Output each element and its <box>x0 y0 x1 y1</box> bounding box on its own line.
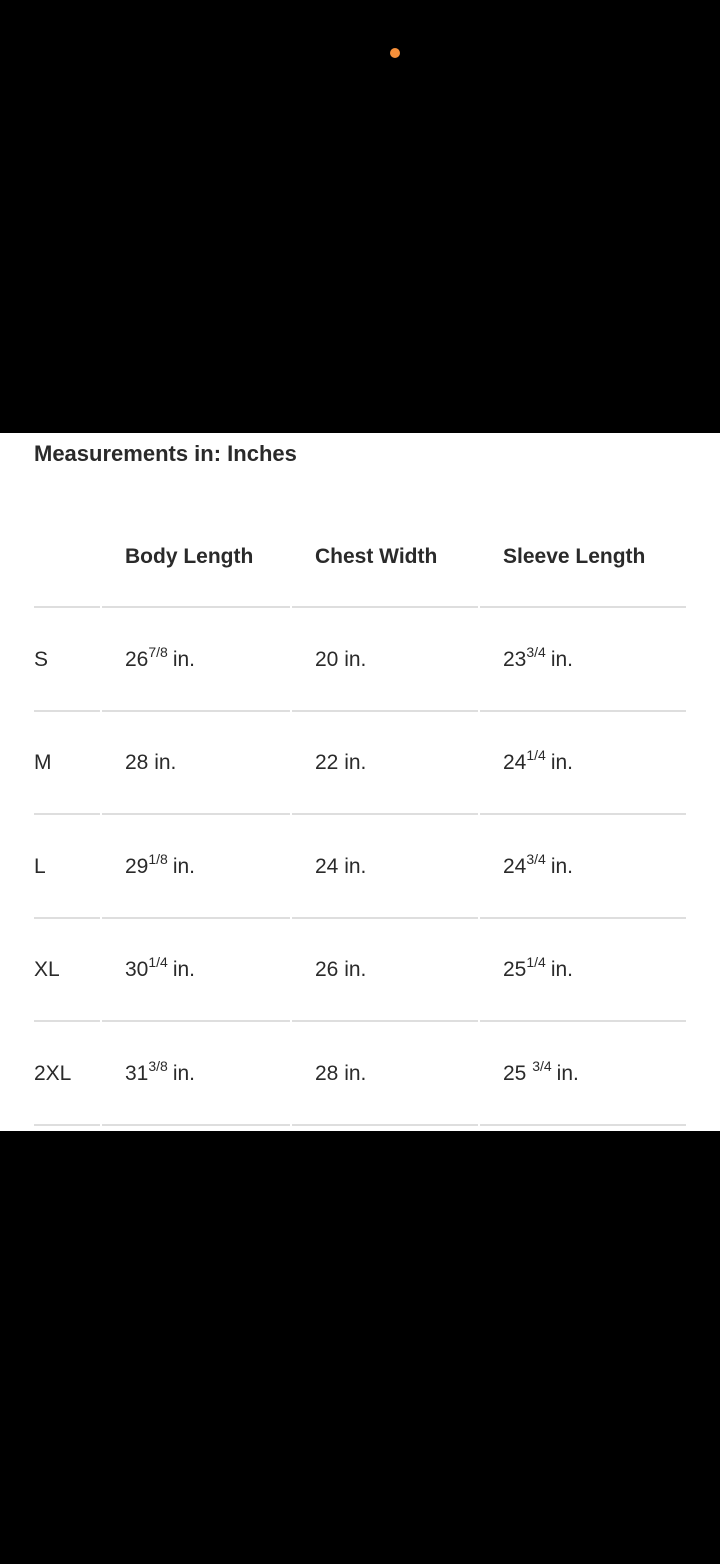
size-label: M <box>34 712 102 816</box>
sleeve-length-value: 25 1/4 in. <box>480 919 686 1023</box>
size-table <box>34 523 686 1126</box>
chest-width-value: 26 in. <box>292 919 480 1023</box>
header-size <box>34 523 102 608</box>
size-label: 2XL <box>34 1022 102 1126</box>
chest-width-value: 22 in. <box>292 712 480 816</box>
header-chest-width: Chest Width <box>292 523 480 608</box>
header-sleeve-length: Sleeve Length <box>480 523 686 608</box>
bottom-letterbox <box>0 1131 720 1564</box>
sleeve-length-value: 25 3/4 in. <box>480 1022 686 1126</box>
header-body-length: Body Length <box>102 523 292 608</box>
body-length-value: 31 3/8 in. <box>102 1022 292 1126</box>
chest-width-value: 24 in. <box>292 815 480 919</box>
table-row <box>34 1022 686 1126</box>
body-length-value: 28 in. <box>102 712 292 816</box>
table-row <box>34 712 686 816</box>
size-label: S <box>34 608 102 712</box>
sleeve-length-value: 24 3/4 in. <box>480 815 686 919</box>
body-length-value: 30 1/4 in. <box>102 919 292 1023</box>
sleeve-length-value: 23 3/4 in. <box>480 608 686 712</box>
recording-indicator-icon <box>390 48 400 58</box>
sleeve-length-value: 24 1/4 in. <box>480 712 686 816</box>
measurements-unit-title: Measurements in: Inches <box>34 441 297 466</box>
body-length-value: 26 7/8 in. <box>102 608 292 712</box>
size-label: L <box>34 815 102 919</box>
table-row <box>34 608 686 712</box>
chest-width-value: 28 in. <box>292 1022 480 1126</box>
size-label: XL <box>34 919 102 1023</box>
table-header-row <box>34 523 686 608</box>
table-row <box>34 919 686 1023</box>
size-chart-sheet <box>0 433 720 1131</box>
table-row <box>34 815 686 919</box>
body-length-value: 29 1/8 in. <box>102 815 292 919</box>
chest-width-value: 20 in. <box>292 608 480 712</box>
top-letterbox <box>0 0 720 433</box>
